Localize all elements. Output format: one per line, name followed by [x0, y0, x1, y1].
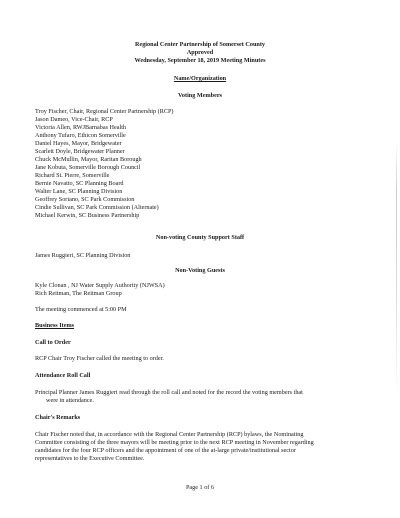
chairs-remarks-heading: Chair's Remarks	[35, 414, 81, 421]
list-item: Bernie Navatto, SC Planning Board	[35, 180, 124, 187]
voting-members-heading: Voting Members	[178, 92, 222, 99]
nonvoting-staff-heading: Non-voting County Support Staff	[155, 234, 245, 241]
chairs-remarks-line: candidates for the four RCP officers and the appointment of one of the at-large private/institutional sector	[35, 447, 296, 454]
roll-call-text-line: were in attendance.	[46, 397, 94, 404]
list-item: Daniel Hayes, Mayor, Bridgewater	[35, 140, 122, 147]
list-item: Victoria Allen, RWJBarnabas Health	[35, 124, 127, 131]
header-title: Regional Center Partnership of Somerset County	[135, 41, 265, 48]
list-item: Jason Dameo, Vice-Chair, RCP	[35, 116, 113, 123]
header-date: Wednesday, September 18, 2019 Meeting Minutes	[134, 57, 266, 64]
roll-call-text-line: Principal Planner James Ruggieri read through the roll call and noted for the record the voting members that	[35, 389, 303, 396]
scan-edge-shadow	[396, 140, 397, 400]
chairs-remarks-line: representatives to the Executive Committee.	[35, 455, 145, 462]
list-item: Walter Lane, SC Planning Division	[35, 188, 123, 195]
list-item: James Ruggieri, SC Planning Division	[35, 252, 131, 259]
call-to-order-text: RCP Chair Troy Fischer called the meeting to order.	[35, 355, 164, 362]
roll-call-heading: Attendance Roll Call	[35, 372, 91, 379]
list-item: Jane Kobuta, Somerville Borough Council	[35, 164, 141, 171]
call-to-order-heading: Call to Order	[35, 339, 71, 346]
list-item: Anthony Tufaro, Ethicon Somerville	[35, 132, 126, 139]
list-item: Troy Fischer, Chair, Regional Center Partnership (RCP)	[35, 108, 174, 115]
list-item: Geoffrey Soriano, SC Park Commission	[35, 196, 135, 203]
page-number: Page 1 of 6	[185, 484, 214, 491]
list-item: Cindie Sullivan, SC Park Commission (Alternate)	[35, 204, 159, 211]
chairs-remarks-line: Chair Fischer noted that, in accordance with the Regional Center Partnership (RCP) bylaws, the Nominating	[35, 431, 304, 438]
list-item: Richard St. Pierre, Somerville	[35, 172, 110, 179]
nonvoting-guests-heading: Non-Voting Guests	[175, 267, 225, 274]
meeting-start-text: The meeting commenced at 5:00 PM	[35, 306, 127, 313]
list-item: Kyle Clonan , NJ Water Supply Authority (NJWSA)	[35, 282, 165, 289]
header-status: Approved	[186, 49, 214, 56]
list-item: Scarlett Doyle, Bridgewater Planner	[35, 148, 125, 155]
chairs-remarks-line: Committee consisting of the three mayors will be meeting prior to the next RCP meeting in November regarding	[35, 439, 314, 446]
business-items-heading: Business Items	[35, 322, 75, 329]
list-item: Chuck McMullin, Mayor, Raritan Borough	[35, 156, 142, 163]
list-item: Michael Kerwin, SC Business Partnership	[35, 212, 140, 219]
list-item: Rich Reitman, The Reitman Group	[35, 290, 122, 297]
name-organization-heading: Name/Organization	[173, 75, 227, 82]
